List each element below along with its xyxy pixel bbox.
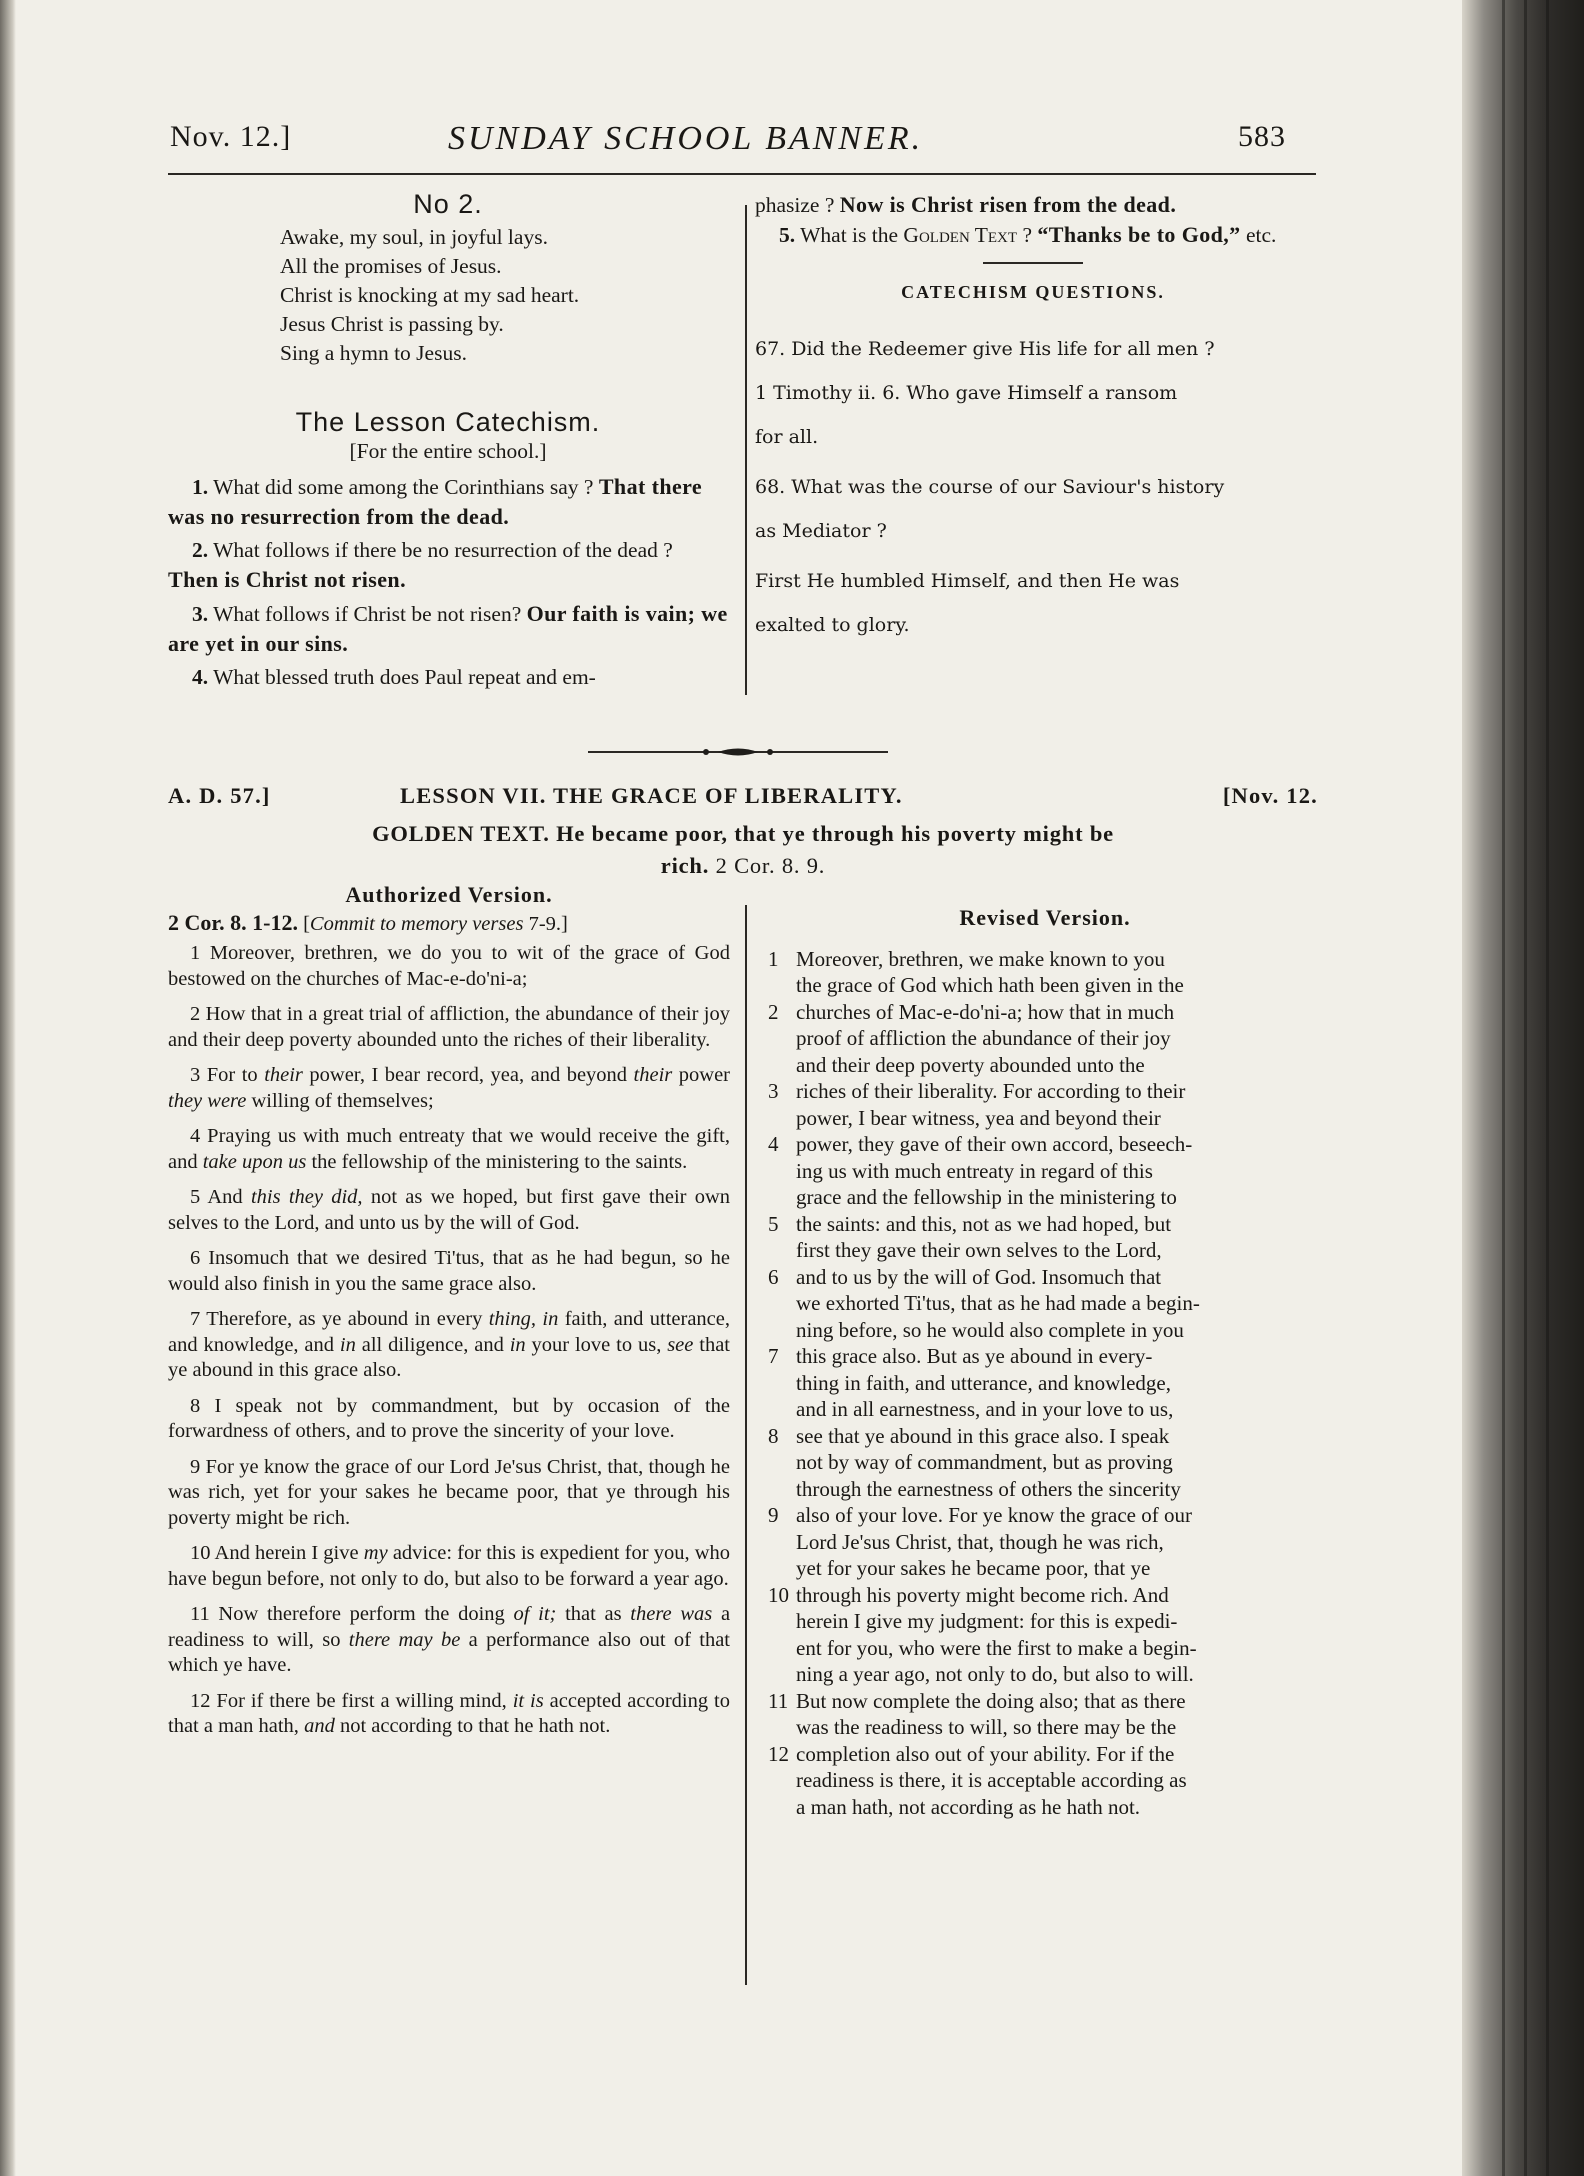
av-verse-6: 6 Insomuch that we desired Ti'tus, that as he had begun, so he would also finish in you the same grace also. (168, 1247, 730, 1295)
verse-text: and to us by the will of God. Insomuch that (796, 1264, 1162, 1289)
rv-line (768, 1476, 1322, 1503)
catechism-q4-continued (755, 190, 1311, 220)
text: the fellowship of the ministering to the saints. (311, 1150, 688, 1173)
rv-line (768, 1688, 1322, 1715)
rv-line (768, 1105, 1322, 1132)
verse-text: yet for your sakes he became poor, that ye (796, 1556, 1151, 1580)
header-page-number: 583 (1238, 120, 1286, 153)
av-verse-11 (168, 1602, 730, 1679)
authorized-version-title: Authorized Version. (345, 882, 553, 907)
question-number: 4. (192, 665, 209, 689)
answer-67-line: for all. (755, 426, 819, 448)
passage-reference: 2 Cor. 8. 1-12. (168, 909, 298, 935)
italic-text: there may be (348, 1628, 461, 1651)
text: 11 Now therefore perform the doing (190, 1603, 505, 1625)
text: advice: for this is expedient for you, who have begun before, not only to do, but also to be forward a year ago. (168, 1542, 731, 1590)
rv-line (768, 1317, 1322, 1344)
verse-number: 11 (768, 1688, 789, 1713)
text: that as (565, 1603, 622, 1625)
rv-line (768, 1025, 1322, 1052)
catechism-subtitle: [For the entire school.] (349, 439, 547, 463)
verse-number: 2 (768, 999, 779, 1024)
verse-text: Moreover, brethren, we make known to you (796, 946, 1165, 971)
verse-text: through his poverty might become rich. And (796, 1582, 1169, 1607)
text: 10 And herein I give (190, 1542, 359, 1564)
revised-version-title: Revised Version. (959, 905, 1131, 930)
answer-68-line: First He humbled Himself, and then He was (755, 570, 1180, 592)
upper-left-column (168, 190, 728, 692)
rv-line (768, 1211, 1322, 1238)
answer-text: Then is Christ not risen. (168, 567, 406, 592)
av-verse-2: 2 How that in a great trial of affliction, the abundance of their joy and their deep poverty abounded unto the riches of their liberality. (168, 1003, 730, 1051)
verse-text: a man hath, not according as he hath not. (796, 1794, 1141, 1819)
rv-line (768, 1502, 1322, 1529)
rv-line (768, 1661, 1322, 1688)
answer-text: Our faith is vain; we are yet in our sins. (168, 601, 728, 656)
verse-text: riches of their liberality. For according to their (796, 1079, 1186, 1103)
rv-line (768, 1158, 1322, 1185)
av-verse-7 (168, 1307, 730, 1384)
text: faith, and utterance, and knowledge, and (168, 1308, 731, 1356)
verse-text: But now complete the doing also; that as there (796, 1688, 1186, 1713)
question-68-line: 68. What was the course of our Saviour's history (755, 476, 1225, 498)
authorized-reference (168, 910, 730, 938)
question-68-line: as Mediator ? (755, 520, 887, 542)
hymn-line: Christ is knocking at my sad heart. (280, 283, 580, 307)
verse-number: 3 (768, 1079, 779, 1103)
verse-text: readiness is there, it is acceptable according as (796, 1768, 1187, 1792)
italic-text: in (339, 1333, 356, 1356)
verse-text: completion also out of your ability. For if the (796, 1741, 1175, 1766)
verse-number: 4 (768, 1132, 779, 1156)
verse-text: power, I bear witness, yea and beyond their (796, 1105, 1161, 1130)
question-text: ? (1022, 223, 1032, 247)
rv-line (768, 1290, 1322, 1317)
italic-text: it is (512, 1689, 544, 1712)
rv-line (768, 1741, 1322, 1768)
catechism-title: The Lesson Catechism. (295, 407, 601, 437)
golden-text-smallcaps: Golden Text (903, 223, 1018, 247)
verse-number: 12 (768, 1741, 789, 1766)
hymn-line: Awake, my soul, in joyful lays. (280, 225, 548, 249)
text: not according to that he hath not. (339, 1715, 611, 1737)
rv-line (768, 1184, 1322, 1211)
catechism-questions-title: CATECHISM QUESTIONS. (901, 282, 1165, 302)
verse-text: this grace also. But as ye abound in every- (796, 1344, 1153, 1368)
ornamental-rule (588, 745, 888, 759)
rv-line (768, 1555, 1322, 1582)
italic-text: there was (630, 1603, 713, 1625)
rv-line (768, 1264, 1322, 1291)
rv-line (768, 1237, 1322, 1264)
question-text: What did some among the Corinthians say ? (213, 475, 594, 499)
lesson-heading (168, 783, 1318, 809)
commit-note: Commit to memory verses (309, 912, 524, 935)
authorized-version-column (168, 882, 730, 1750)
golden-text-line: He became poor, that ye through his poverty might be (556, 821, 1114, 846)
text: power (678, 1064, 730, 1086)
question-number: 2. (192, 538, 209, 562)
verse-text: and their deep poverty abounded unto the (796, 1052, 1145, 1077)
question-text: What blessed truth does Paul repeat and em- (213, 665, 596, 689)
verse-text: also of your love. For ye know the grace of our (796, 1503, 1192, 1527)
verse-text: ning before, so he would also complete in you (796, 1317, 1184, 1342)
verse-text: and in all earnestness, and in your love to us, (796, 1397, 1174, 1421)
catechism-q3 (168, 599, 728, 659)
italic-text: this they did, (250, 1186, 363, 1208)
text: power, I bear record, yea, and beyond (309, 1064, 628, 1086)
av-verse-4 (168, 1124, 730, 1175)
text: not as we hoped, but first gave their own selves to the Lord, and unto us by the will of God. (168, 1186, 731, 1234)
question-text: phasize ? (755, 193, 835, 217)
verse-text: through the earnestness of others the sincerity (796, 1476, 1181, 1501)
italic-text: they were (168, 1089, 247, 1112)
verse-text: first they gave their own selves to the Lord, (796, 1238, 1162, 1262)
header-date: Nov. 12.] (170, 120, 292, 153)
text: 5 And (190, 1186, 243, 1208)
rv-line (768, 1343, 1322, 1370)
binding-line (1546, 0, 1549, 2176)
hymn-lines (168, 223, 728, 368)
italic-text: their (633, 1064, 673, 1086)
hymn-line: All the promises of Jesus. (280, 254, 502, 278)
rv-line (768, 1078, 1322, 1105)
verse-number: 10 (768, 1582, 789, 1607)
text: 3 For to (190, 1064, 258, 1086)
question-text: What follows if there be no resurrection of the dead ? (213, 538, 673, 562)
catechism-q1 (168, 472, 728, 532)
upper-right-column (755, 190, 1311, 647)
verse-text: see that ye abound in this grace also. I speak (796, 1423, 1170, 1448)
av-verse-10 (168, 1541, 730, 1592)
rv-line (768, 1131, 1322, 1158)
golden-text-ref: 2 Cor. 8. 9. (715, 853, 826, 878)
italic-text: their (264, 1064, 303, 1086)
book-binding (1462, 0, 1584, 2176)
verse-number: 8 (768, 1423, 779, 1448)
text: willing of themselves; (251, 1089, 434, 1112)
verse-text: ent for you, who were the first to make a begin- (796, 1635, 1197, 1660)
golden-text-label: GOLDEN TEXT. (372, 821, 550, 846)
hymn-title: No 2. (413, 189, 483, 219)
rv-line (768, 1396, 1322, 1423)
verse-text: was the readiness to will, so there may be the (796, 1715, 1177, 1739)
rv-line (768, 1529, 1322, 1556)
verse-text: thing in faith, and utterance, and knowledge, (796, 1370, 1171, 1395)
hymn-line: Sing a hymn to Jesus. (280, 341, 467, 365)
rv-line (768, 1794, 1322, 1821)
av-verse-9: 9 For ye know the grace of our Lord Je'sus Christ, that, though he was rich, yet for your sakes he became poor, that ye through his poverty might be rich. (168, 1455, 730, 1529)
verse-text: churches of Mac-e-do'ni-a; how that in much (796, 999, 1175, 1024)
verse-text: Lord Je'sus Christ, that, though he was rich, (796, 1529, 1164, 1554)
italic-text: in (509, 1333, 526, 1356)
text: a readiness to will, so (168, 1603, 731, 1651)
verse-text: not by way of commandment, but as proving (796, 1450, 1173, 1474)
question-number: 5. (779, 223, 796, 247)
golden-text (168, 818, 1318, 882)
column-divider (745, 905, 747, 1985)
catechism-q2 (168, 536, 728, 595)
italic-text: and (304, 1715, 335, 1737)
text: 4 Praying us with much entreaty that we would receive the gift, and (168, 1125, 730, 1173)
verse-text: the grace of God which hath been given in the (796, 973, 1184, 997)
text: that ye abound in this grace also. (168, 1333, 731, 1381)
av-verse-3 (168, 1063, 730, 1114)
answer-68-line: exalted to glory. (755, 614, 910, 636)
revised-version-lines (768, 946, 1322, 1821)
rv-line (768, 1423, 1322, 1450)
catechism-q5 (755, 220, 1311, 250)
verse-text: proof of affliction the abundance of their joy (796, 1026, 1171, 1050)
answer-text-suffix: etc. (1245, 223, 1277, 247)
italic-text: my (363, 1542, 388, 1564)
av-verse-1: 1 Moreover, brethren, we do you to wit of the grace of God bestowed on the churches of Mac-e-do'ni-a; (168, 942, 730, 990)
header-title: SUNDAY SCHOOL BANNER. (448, 120, 924, 157)
column-divider (745, 205, 747, 695)
short-rule (983, 262, 1083, 264)
italic-text: thing, in (488, 1308, 559, 1330)
verse-number: 5 (768, 1211, 779, 1236)
rv-line (768, 946, 1322, 973)
av-verse-5 (168, 1185, 730, 1236)
verse-text: grace and the fellowship in the ministering to (796, 1185, 1177, 1209)
binding-line (1502, 0, 1505, 2176)
question-text: What follows if Christ be not risen? (213, 602, 522, 626)
header-rule (168, 173, 1316, 175)
commit-verses: 7-9.] (528, 912, 568, 935)
rv-line (768, 1714, 1322, 1741)
question-67: 67. Did the Redeemer give His life for all men ? (755, 338, 1215, 360)
rv-line (768, 999, 1322, 1026)
lesson-date-right: [Nov. 12. (1222, 783, 1318, 808)
binding-line (1524, 0, 1527, 2176)
text: accepted according to that a man hath, (168, 1689, 730, 1737)
verse-number: 7 (768, 1344, 779, 1368)
catechism-questions-body (755, 327, 1311, 647)
answer-text: That there was no resurrection from the dead. (168, 474, 703, 529)
catechism-q4 (168, 663, 728, 692)
text: 12 For if there be first a willing mind, (190, 1689, 507, 1712)
italic-text: take upon us (202, 1150, 307, 1173)
rv-line (768, 1052, 1322, 1079)
italic-text: see (667, 1333, 694, 1356)
verse-number: 1 (768, 946, 779, 971)
verse-text: we exhorted Ti'tus, that as he had made a begin- (796, 1291, 1200, 1315)
lesson-date: A. D. 57.] (168, 783, 271, 808)
revised-version-column (768, 905, 1322, 1820)
commit-bracket: [ (303, 912, 310, 935)
rv-line (768, 1370, 1322, 1397)
question-number: 3. (192, 602, 209, 626)
golden-text-line: rich. (660, 853, 710, 878)
verse-number: 9 (768, 1503, 779, 1527)
verse-text: herein I give my judgment: for this is expedi- (796, 1609, 1178, 1633)
page-edge-shadow (0, 0, 16, 2176)
text: a performance also out of that which ye have. (168, 1628, 730, 1676)
italic-text: of it; (513, 1603, 557, 1625)
answer-67-line: 1 Timothy ii. 6. Who gave Himself a ransom (755, 382, 1178, 404)
text: all diligence, and (361, 1333, 504, 1356)
verse-text: ning a year ago, not only to do, but also to will. (796, 1662, 1194, 1686)
verse-text: power, they gave of their own accord, beseech- (796, 1132, 1193, 1156)
rv-line (768, 1449, 1322, 1476)
rv-line (768, 1767, 1322, 1794)
question-text: What is the (800, 223, 899, 247)
verse-text: the saints: and this, not as we had hoped, but (796, 1211, 1172, 1236)
verse-number: 6 (768, 1264, 779, 1289)
lesson-title: LESSON VII. THE GRACE OF LIBERALITY. (400, 783, 903, 808)
av-verse-8: 8 I speak not by commandment, but by occasion of the forwardness of others, and to prove the sincerity of your love. (168, 1394, 730, 1442)
rv-line (768, 1582, 1322, 1609)
av-verse-12 (168, 1689, 730, 1740)
verse-text: ing us with much entreaty in regard of this (796, 1158, 1153, 1183)
text: your love to us, (531, 1333, 662, 1356)
hymn-line: Jesus Christ is passing by. (280, 312, 504, 336)
rv-line (768, 1608, 1322, 1635)
text: 7 Therefore, as ye abound in every (190, 1308, 483, 1330)
answer-text: “Thanks be to God,” (1037, 222, 1241, 247)
question-number: 1. (192, 475, 209, 499)
rv-line (768, 972, 1322, 999)
rv-line (768, 1635, 1322, 1662)
answer-text: Now is Christ risen from the dead. (839, 192, 1177, 217)
